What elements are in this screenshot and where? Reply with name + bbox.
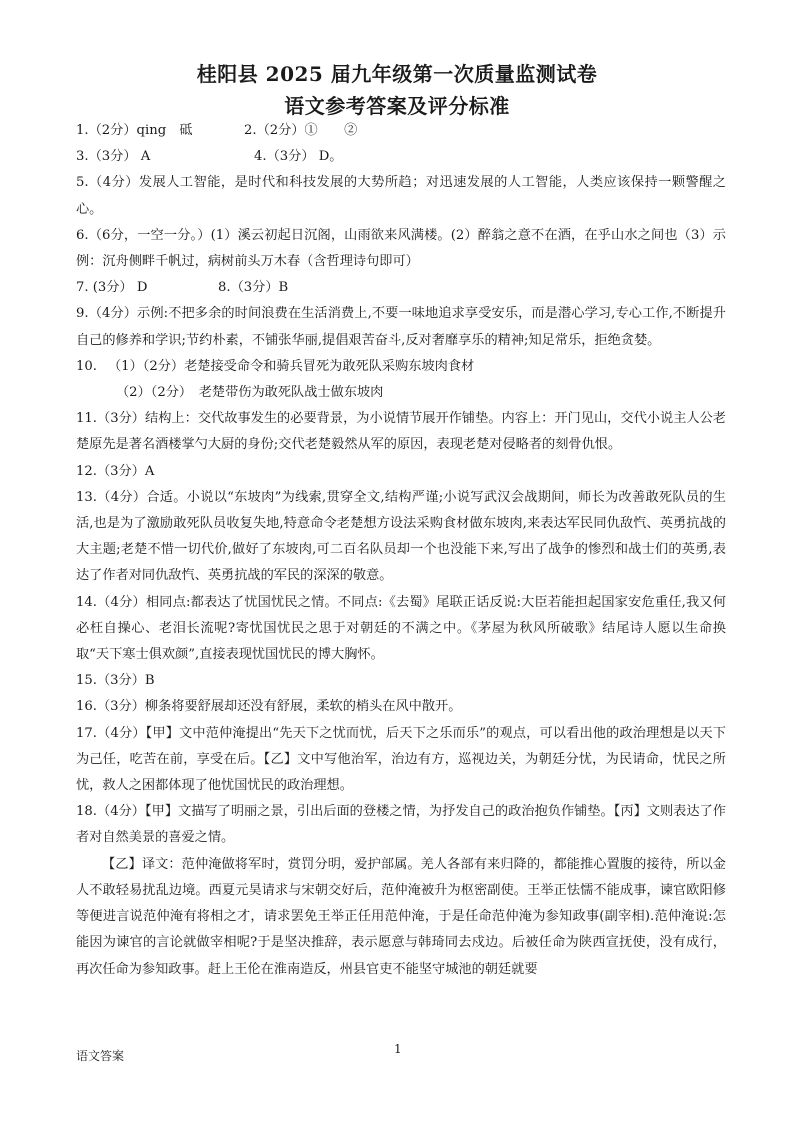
answer-q9: 9.（4分）示例:不把多余的时间浪费在生活消费上,不要一味地追求享受安乐，而是潜心学习,专心工作,不断提升自己的修养和学识;节约朴素，不铺张华丽,提倡艰苦奋斗,反对奢靡享乐的精神;知足常乐，拒绝贪婪。 xyxy=(76,306,726,348)
page-title: 桂阳县 2025 届九年级第一次质量监测试卷 xyxy=(196,62,598,86)
answer-q10-part2-row xyxy=(76,380,726,406)
answer-q10-number: 10. xyxy=(76,358,97,374)
answer-q16: 16.（3分）柳条将要舒展却还没有舒展，柔软的梢头在风中散开。 xyxy=(76,699,462,715)
answer-q5: 5.（4分）发展人工智能，是时代和科技发展的大势所趋；对迅速发展的人工智能，人类应该保持一颗警醒之心。 xyxy=(76,175,726,217)
answer-q11: 11.（3分）结构上：交代故事发生的必要背景，为小说情节展开作铺垫。内容上：开门见山，交代小说主人公老楚原先是著名酒楼掌勺大厨的身份;交代老楚毅然从军的原因，表现老楚对侵略者的刻骨仇恨。 xyxy=(76,411,726,453)
answer-q3: 3.（3分） A xyxy=(76,149,151,165)
answer-q10-part1: （1）（2分）老楚接受命令和骑兵冒死为敢死队采购东坡肉食材 xyxy=(108,358,475,374)
answer-q10-part2: （2）（2分） 老楚带伤为敢死队战士做东坡肉 xyxy=(116,385,384,401)
answer-q6: 6.（6分，一空一分。）(1）溪云初起日沉阁，山雨欲来风满楼。(2）醉翁之意不在酒，在乎山水之间也（3）示例：沉舟侧畔千帆过，病树前头万木春（含哲理诗句即可） xyxy=(76,227,726,270)
answer-row-1-2 xyxy=(76,118,726,144)
page-number: 1 xyxy=(394,1042,402,1056)
answer-q2: 2.（2分）① ② xyxy=(244,123,358,138)
footer-label: 语文答案 xyxy=(76,1049,125,1063)
answer-q4: 4.（3分） D。 xyxy=(254,149,343,165)
answer-q8: 8.（3分）B xyxy=(218,280,289,296)
answer-q18: 18.（4分）【甲】文描写了明丽之景，引出后面的登楼之情，为抒发自己的政治抱负作铺垫。【丙】文则表达了作者对自然美景的喜爱之情。 xyxy=(76,804,726,846)
answer-q12: 12.（3分）A xyxy=(76,463,155,479)
answer-q14: 14.（4分）相同点:都表达了忧国忧民之情。不同点:《去蜀》尾联正话反说:大臣若能担起国家安危重任,我又何必枉自操心、老泪长流呢?寄忧国忧民之思于对朝廷的不满之中。《茅屋为秋风所破歌》结尾诗人愿以生命换取“天下寒士俱欢颜”,直接表现忧国忧民的博大胸怀。 xyxy=(76,594,726,663)
answer-row-3-4 xyxy=(76,144,726,170)
answer-row-7-8 xyxy=(76,275,726,301)
answer-q7: 7. (3分） D xyxy=(76,280,148,296)
translation-paragraph: 【乙】译文：范仲淹做将军时，赏罚分明，爱护部属。羌人各部有来归降的，都能推心置腹的接待，所以金人不敢轻易扰乱边境。西夏元昊请求与宋朝交好后，范仲淹被升为枢密副使。王举正怯懦不能成事，谏官欧阳修等便进言说范仲淹有将相之才，请求罢免王举正任用范仲淹，于是任命范仲淹为参知政事(副宰相).范仲淹说:怎能因为谏官的言论就做宰相呢?于是坚决推辞，表示愿意与韩琦同去戍边。后被任命为陕西宣抚使，没有成行，再次任命为参知政事。赶上王伦在淮南造反，州县官吏不能坚守城池的朝廷就要 xyxy=(76,856,726,977)
page-subtitle: 语文参考答案及评分标准 xyxy=(284,94,510,118)
answer-q17: 17.（4分）【甲】文中范仲淹提出“先天下之忧而忧，后天下之乐而乐”的观点，可以看出他的政治理想是以天下为己任，吃苦在前，享受在后。【乙】文中写他治军，治边有方，巡视边关，为朝廷分忧，为民请命，忧民之所忧，救人之困都体现了他忧国忧民的政治理想。 xyxy=(76,725,726,794)
answer-q15: 15.（3分）B xyxy=(76,673,155,689)
answer-q10 xyxy=(76,354,726,380)
answer-list xyxy=(76,118,726,983)
answer-q13: 13.（4分）合适。小说以“东坡肉”为线索,贯穿全文,结构严谨;小说写武汉会战期间，师长为改善敢死队员的生活,也是为了激励敢死队员收复失地,特意命令老楚想方设法采购食材做东坡肉,来表达军民同仇敌忾、英勇抗战的大主题;老楚不惜一切代价,做好了东坡肉,可二百名队员却一个也没能下来,写出了战争的惨烈和战士们的英勇,表达了作者对同仇敌忾、英勇抗战的军民的深深的敬意。 xyxy=(76,489,726,584)
answer-q1: 1.（2分）qing 砥 xyxy=(76,123,193,138)
